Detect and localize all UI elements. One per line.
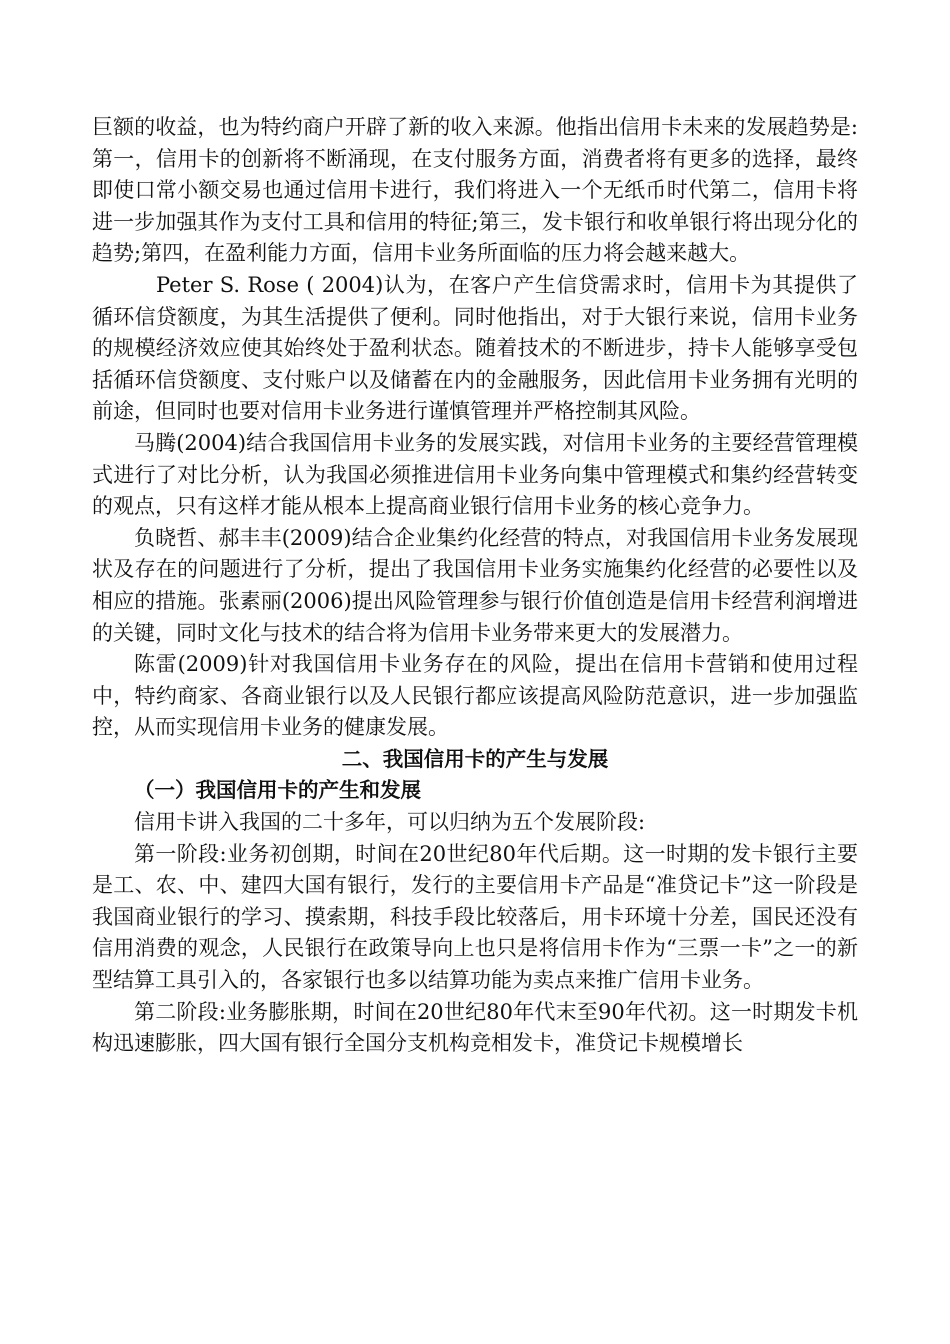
section-heading: 二、我国信用卡的产生与发展 [341, 746, 609, 771]
document-page [92, 112, 858, 1060]
paragraph-continuation: 巨额的收益，也为特约商户开辟了新的收入来源。他指出信用卡未来的发展趋势是:第一，信用卡的创新将不断涌现，在支付服务方面，消费者将有更多的选择，最终即使口常小额交易也通过信用卡进行，我们将进入一个无纸币时代第二，信用卡将进一步加强其作为支付工具和信用的特征;第三，发卡银行和收单银行将出现分化的趋势;第四，在盈利能力方面，信用卡业务所面临的压力将会越来越大。 [92, 115, 858, 266]
paragraph-peter-rose: Peter S. Rose ( 2004)认为，在客户产生信贷需求时，信用卡为其提供了循环信贷额度，为其生活提供了便利。同时他指出，对于大银行来说，信用卡业务的规模经济效应使其始终处于盈利状态。随着技术的不断进步，持卡人能够享受包括循环信贷额度、支付账户以及储蓄在内的金融服务，因此信用卡业务拥有光明的前途，但同时也要对信用卡业务进行谨慎管理并严格控制其风险。 [92, 272, 858, 424]
paragraph-chen-lei: 陈雷(2009)针对我国信用卡业务存在的风险，提出在信用卡营销和使用过程中，特约商家、各商业银行以及人民银行都应该提高风险防范意识，进一步加强监控，从而实现信用卡业务的健康发展。 [92, 652, 858, 740]
paragraph-stage-two: 第二阶段:业务膨胀期，时间在20世纪80年代末至90年代初。这一时期发卡机构迅速膨胀，四大国有银行全国分支机构竞相发卡，准贷记卡规模增长 [92, 999, 858, 1056]
paragraph-stages-intro: 信用卡讲入我国的二十多年，可以归纳为五个发展阶段: [134, 810, 646, 835]
paragraph-stage-one: 第一阶段:业务初创期，时间在20世纪80年代后期。这一时期的发卡银行主要是工、农、中、建四大国有银行，发行的主要信用卡产品是“准贷记卡”这一阶段是我国商业银行的学习、摸索期，科技手段比较落后，用卡环境十分差，国民还没有信用消费的观念，人民银行在政策导向上也只是将信用卡作为“三票一卡”之一的新型结算工具引入的，各家银行也多以结算功能为卖点来推广信用卡业务。 [92, 841, 858, 993]
subsection-heading: （一）我国信用卡的产生和发展 [134, 778, 421, 803]
paragraph-ma-teng: 马腾(2004)结合我国信用卡业务的发展实践，对信用卡业务的主要经营管理模式进行了对比分析，认为我国必须推进信用卡业务向集中管理模式和集约经营转变的观点，只有这样才能从根本上提高商业银行信用卡业务的核心竞争力。 [92, 430, 858, 519]
paragraph-yun-xiaozhe: 负晓哲、郝丰丰(2009)结合企业集约化经营的特点，对我国信用卡业务发展现状及存在的问题进行了分析，提出了我国信用卡业务实施集约化经营的必要性以及相应的措施。张素丽(2006)提出风险管理参与银行价值创造是信用卡经营利润增进的关键，同时文化与技术的结合将为信用卡业务带来更大的发展潜力。 [92, 525, 858, 645]
